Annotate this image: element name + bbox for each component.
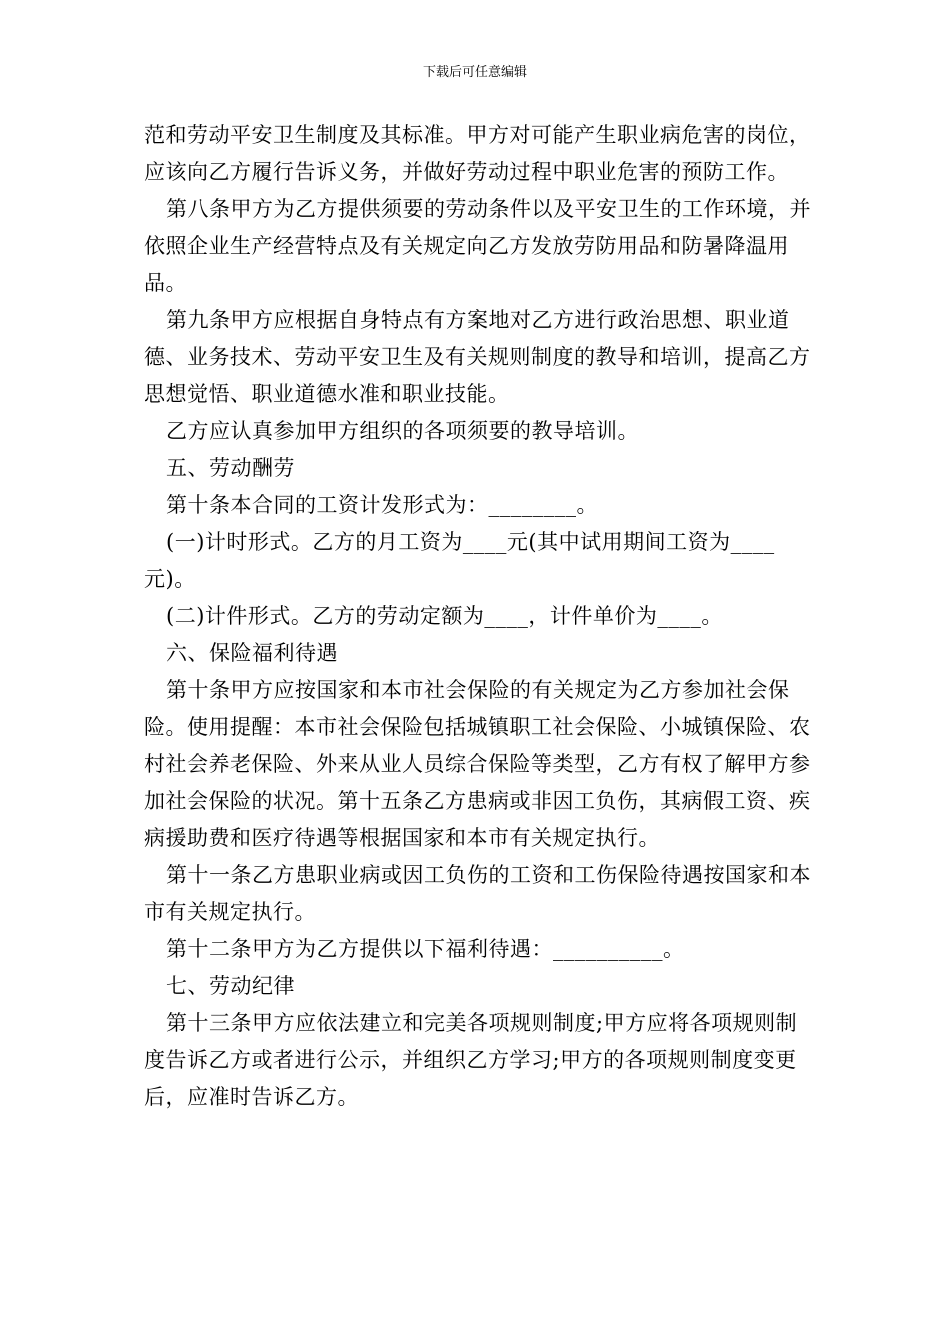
- page-header-note: 下载后可任意编辑: [422, 65, 527, 80]
- document-body: [144, 117, 814, 1116]
- paragraph-time-based-pay: (一)计时形式。乙方的月工资为____元(其中试用期间工资为____元)。: [144, 530, 775, 591]
- paragraph-article-10: 第十条本合同的工资计发形式为：________。: [166, 493, 598, 517]
- section-heading-insurance: 六、保险福利待遇: [166, 641, 338, 665]
- paragraph-piece-rate-pay: (二)计件形式。乙方的劳动定额为____，计件单价为____。: [166, 604, 723, 628]
- paragraph-continuation: 范和劳动平安卫生制度及其标准。甲方对可能产生职业病危害的岗位，应该向乙方履行告诉义务，并做好劳动过程中职业危害的预防工作。: [144, 123, 811, 184]
- paragraph-article-8: 第八条甲方为乙方提供须要的劳动条件以及平安卫生的工作环境，并依照企业生产经营特点及有关规定向乙方发放劳防用品和防暑降温用品。: [144, 197, 811, 295]
- paragraph-article-9: 第九条甲方应根据自身特点有方案地对乙方进行政治思想、职业道德、业务技术、劳动平安卫生及有关规则制度的教导和培训，提高乙方思想觉悟、职业道德水准和职业技能。: [144, 308, 811, 406]
- paragraph-social-insurance: 第十条甲方应按国家和本市社会保险的有关规定为乙方参加社会保险。使用提醒：本市社会保险包括城镇职工社会保险、小城镇保险、农村社会养老保险、外来从业人员综合保险等类型，乙方有权了解甲方参加社会保险的状况。第十五条乙方患病或非因工负伤，其病假工资、疾病援助费和医疗待遇等根据国家和本市有关规定执行。: [144, 678, 811, 850]
- paragraph-article-12: 第十二条甲方为乙方提供以下福利待遇：__________。: [166, 937, 685, 961]
- paragraph-article-13: 第十三条甲方应依法建立和完美各项规则制度;甲方应将各项规则制度告诉乙方或者进行公示，并组织乙方学习;甲方的各项规则制度变更后，应准时告诉乙方。: [144, 1011, 798, 1109]
- section-heading-discipline: 七、劳动纪律: [166, 974, 295, 998]
- paragraph-article-11: 第十一条乙方患职业病或因工负伤的工资和工伤保险待遇按国家和本市有关规定执行。: [144, 863, 811, 924]
- paragraph-training: 乙方应认真参加甲方组织的各项须要的教导培训。: [166, 419, 639, 443]
- section-heading-remuneration: 五、劳动酬劳: [166, 456, 295, 480]
